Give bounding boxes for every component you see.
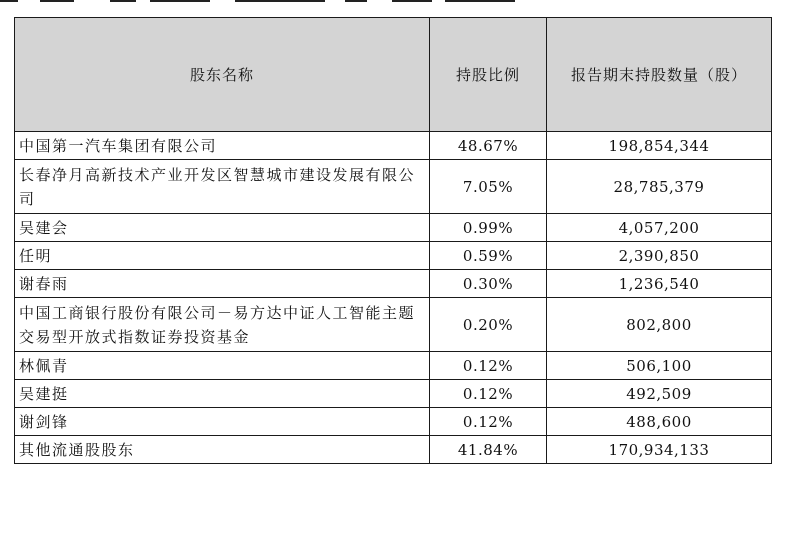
table-row: [15, 298, 772, 352]
holding-ratio-cell: 0.20%: [430, 298, 547, 352]
table-row: [15, 160, 772, 214]
shareholder-name-cell: 其他流通股股东: [15, 436, 430, 464]
shareholder-name-cell: 吴建会: [15, 214, 430, 242]
table-row: [15, 380, 772, 408]
table-row: [15, 214, 772, 242]
table-row: [15, 270, 772, 298]
shares-held-cell: 4,057,200: [547, 214, 772, 242]
table-row: [15, 132, 772, 160]
table-header: [15, 18, 772, 132]
table-row: [15, 436, 772, 464]
cropped-text-line-above: [0, 0, 785, 10]
holding-ratio-cell: 41.84%: [430, 436, 547, 464]
holding-ratio-cell: 0.30%: [430, 270, 547, 298]
shareholder-name-cell: 谢春雨: [15, 270, 430, 298]
shares-held-cell: 198,854,344: [547, 132, 772, 160]
shareholder-name-cell: 中国工商银行股份有限公司－易方达中证人工智能主题交易型开放式指数证券投资基金: [15, 298, 430, 352]
shareholder-name-cell: 长春净月高新技术产业开发区智慧城市建设发展有限公司: [15, 160, 430, 214]
holding-ratio-cell: 0.12%: [430, 408, 547, 436]
shareholder-name-cell: 林佩青: [15, 352, 430, 380]
holding-ratio-cell: 0.99%: [430, 214, 547, 242]
table-body: [15, 132, 772, 464]
shareholder-table: [14, 17, 772, 464]
holding-ratio-cell: 0.59%: [430, 242, 547, 270]
shareholder-name-cell: 吴建挺: [15, 380, 430, 408]
header-shareholder-name: 股东名称: [15, 18, 430, 132]
shares-held-cell: 2,390,850: [547, 242, 772, 270]
shares-held-cell: 802,800: [547, 298, 772, 352]
shares-held-cell: 492,509: [547, 380, 772, 408]
holding-ratio-cell: 7.05%: [430, 160, 547, 214]
shares-held-cell: 28,785,379: [547, 160, 772, 214]
shareholder-name-cell: 谢剑锋: [15, 408, 430, 436]
shareholder-name-cell: 中国第一汽车集团有限公司: [15, 132, 430, 160]
holding-ratio-cell: 48.67%: [430, 132, 547, 160]
shareholder-name-cell: 任明: [15, 242, 430, 270]
holding-ratio-cell: 0.12%: [430, 352, 547, 380]
table-row: [15, 408, 772, 436]
shares-held-cell: 170,934,133: [547, 436, 772, 464]
table-row: [15, 242, 772, 270]
header-holding-ratio: 持股比例: [430, 18, 547, 132]
table-row: [15, 352, 772, 380]
header-row: [15, 18, 772, 132]
holding-ratio-cell: 0.12%: [430, 380, 547, 408]
shares-held-cell: 488,600: [547, 408, 772, 436]
header-shares-held: 报告期末持股数量（股）: [547, 18, 772, 132]
shares-held-cell: 506,100: [547, 352, 772, 380]
shares-held-cell: 1,236,540: [547, 270, 772, 298]
